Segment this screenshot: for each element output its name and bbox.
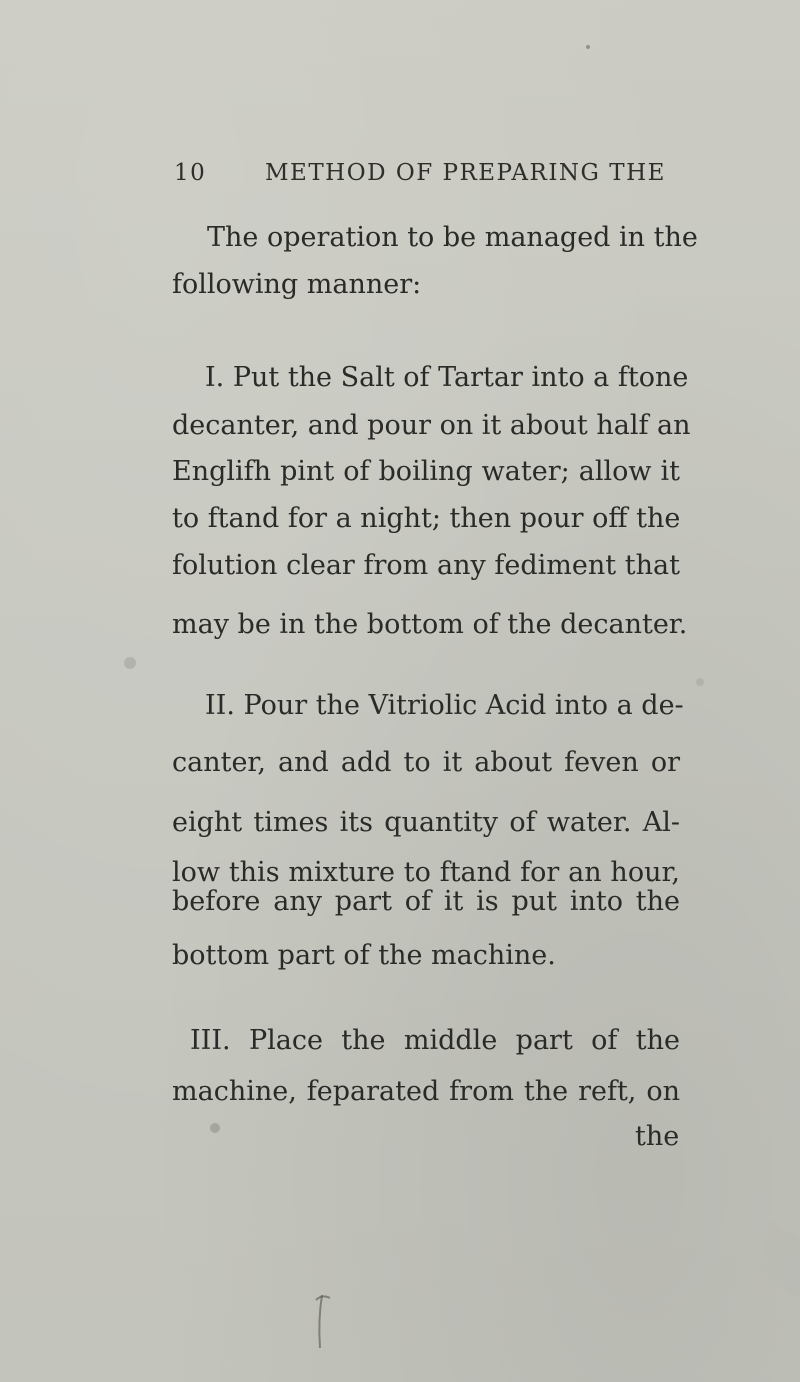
section-1-line-4: to ftand for a night; then pour off the (172, 503, 681, 534)
section-3-line-1: III. Place the middle part of the (190, 1025, 680, 1056)
section-2-line-1: II. Pour the Vitriolic Acid into a de- (205, 690, 684, 721)
section-1-line-2: decanter, and pour on it about half an (172, 410, 691, 441)
section-2-line-5: before any part of it is put into the (172, 886, 680, 917)
section-2-line-6: bottom part of the machine. (172, 940, 556, 971)
section-2-line-3: eight times its quantity of water. Al- (172, 807, 680, 838)
running-head-title: METHOD OF PREPARING THE (265, 160, 666, 186)
section-1-line-1: I. Put the Salt of Tartar into a ftone (205, 362, 689, 393)
section-3-line-2: machine, feparated from the reft, on (172, 1076, 680, 1107)
page-number: 10 (174, 160, 207, 186)
intro-line-2: following manner: (172, 269, 422, 300)
section-1-line-6: may be in the bottom of the decanter. (172, 609, 688, 640)
intro-line-1: The operation to be managed in the (207, 222, 698, 253)
section-1-line-5: folution clear from any fediment that (172, 550, 680, 581)
section-2-line-2: canter, and add to it about feven or (172, 747, 680, 778)
section-1-line-3: Englifh pint of boiling water; allow it (172, 456, 680, 487)
catchword: the (635, 1121, 680, 1152)
section-2-line-4: low this mixture to ftand for an hour, (172, 857, 680, 888)
